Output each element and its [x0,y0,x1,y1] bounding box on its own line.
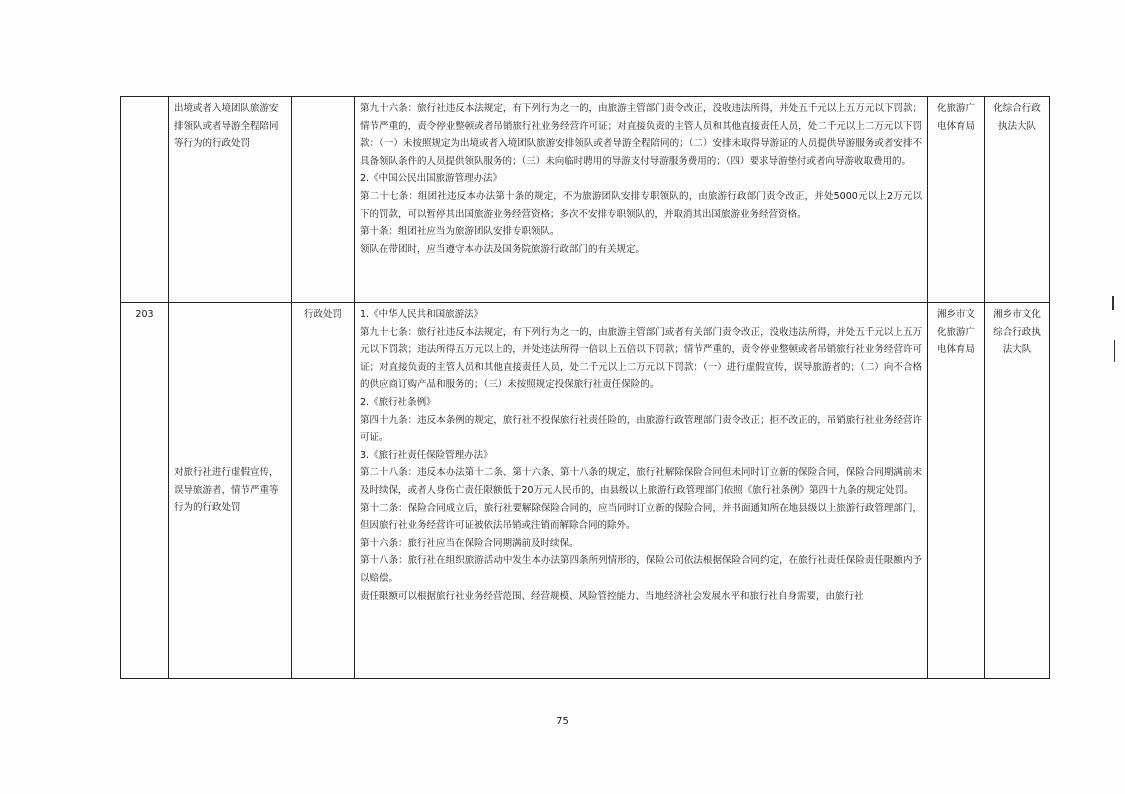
basis-paragraph: 第九十七条：旅行社违反本法规定，有下列行为之一的，由旅游主管部门或者有关部门责令改正，没收违法所得，并处五千元以上五万元以下罚款；违法所得五万元以上的，并处违法所得一倍以上五倍以下罚款；情节严重的，责令停业整顿或者吊销旅行社业务经营许可证；对直接负责的主管人员和其他直接责任人员，处二千元以上二万元以下罚款：（一）进行虚假宣传，误导旅游者的；（二）向不合格的供应商订购产品和服务的；（三）未按照规定投保旅行社责任保险的。 [360,326,922,391]
basis-paragraph: 责任限额可以根据旅行社业务经营范围、经营规模、风险管控能力、当地经济社会发展水平和旅行社自身需要，由旅行社 [360,590,864,602]
scan-artifact [1114,340,1115,362]
basis-paragraph: 3.《旅行社责任保险管理办法》 [360,449,493,461]
item-name: 对旅行社进行虚假宣传，误导旅游者，情节严重等行为的行政处罚 [169,303,292,679]
basis-paragraph: 1.《中华人民共和国旅游法》 [360,309,484,320]
item-type: 行政处罚 [292,303,355,679]
row-number: 203 [121,303,169,679]
enforcement-table [120,96,1050,679]
basis-paragraph: 第二十七条：组团社违反本办法第十条的规定，不为旅游团队安排专职领队的，由旅游行政部门责令改正，并处5000元以上2万元以下的罚款，可以暂停其出国旅游业务经营资格；多次不安排专职领队的，并取消其出国旅游业务经营资格。 [360,190,922,220]
row-number [121,97,169,303]
scan-artifact [1112,296,1114,310]
item-name: 出境或者入境团队旅游安排领队或者导游全程陪同等行为的行政处罚 [169,97,292,303]
basis-paragraph: 第十八条：旅行社在组织旅游活动中发生本办法第四条所列情形的，保险公司依法根据保险合同约定，在旅行社责任保险责任限额内予以赔偿。 [360,555,922,584]
basis-paragraph: 第十二条：保险合同成立后，旅行社要解除保险合同的，应当同时订立新的保险合同，并书面通知所在地县级以上旅游行政管理部门，但因旅行社业务经营许可证被依法吊销或注销而解除合同的除外。 [360,502,922,532]
basis-paragraph: 第四十九条：违反本条例的规定，旅行社不投保旅行社责任险的，由旅游行政管理部门责令改正；拒不改正的，吊销旅行社业务经营许可证。 [360,414,922,444]
table-row [121,97,1050,303]
legal-basis [355,97,928,303]
enforcement-unit: 化综合行政执法大队 [985,97,1050,303]
basis-paragraph: 第十条：组团社应当为旅游团队安排专职领队。 [360,226,560,238]
table-row [121,303,1050,679]
legal-basis [355,303,928,679]
responsible-department: 湘乡市文化旅游广电体育局 [928,303,985,679]
basis-paragraph: 2.《中国公民出国旅游管理办法》 [360,173,503,185]
basis-paragraph: 第十六条：旅行社应当在保险合同期满前及时续保。 [360,537,579,549]
basis-paragraph: 2.《旅行社条例》 [360,396,436,408]
item-type [292,97,355,303]
enforcement-unit: 湘乡市文化综合行政执法大队 [985,303,1050,679]
basis-paragraph: 领队在带团时，应当遵守本办法及国务院旅游行政部门的有关规定。 [360,243,646,255]
basis-paragraph: 第二十八条：违反本办法第十二条、第十六条、第十八条的规定，旅行社解除保险合同但未同时订立新的保险合同，保险合同期满前未及时续保，或者人身伤亡责任限额低于20万元人民币的，由县级以上旅游行政管理部门依照《旅行社条例》第四十九条的规定处罚。 [360,467,922,496]
responsible-department: 化旅游广电体育局 [928,97,985,303]
basis-paragraph: 第九十六条：旅行社违反本法规定，有下列行为之一的，由旅游主管部门责令改正，没收违法所得，并处五千元以上五万元以下罚款；情节严重的，责令停业整顿或者吊销旅行社业务经营许可证；对直接负责的主管人员和其他直接责任人员，处二千元以上二万元以下罚款：（一）未按照规定为出境或者入境团队旅游安排领队或者导游全程陪同的；（二）安排未取得导游证的人员提供导游服务或者安排不具备领队条件的人员提供领队服务的；（三）未向临时聘用的导游支付导游服务费用的；（四）要求导游垫付或者向导游收取费用的。 [360,103,922,167]
page-number: 75 [556,716,569,727]
